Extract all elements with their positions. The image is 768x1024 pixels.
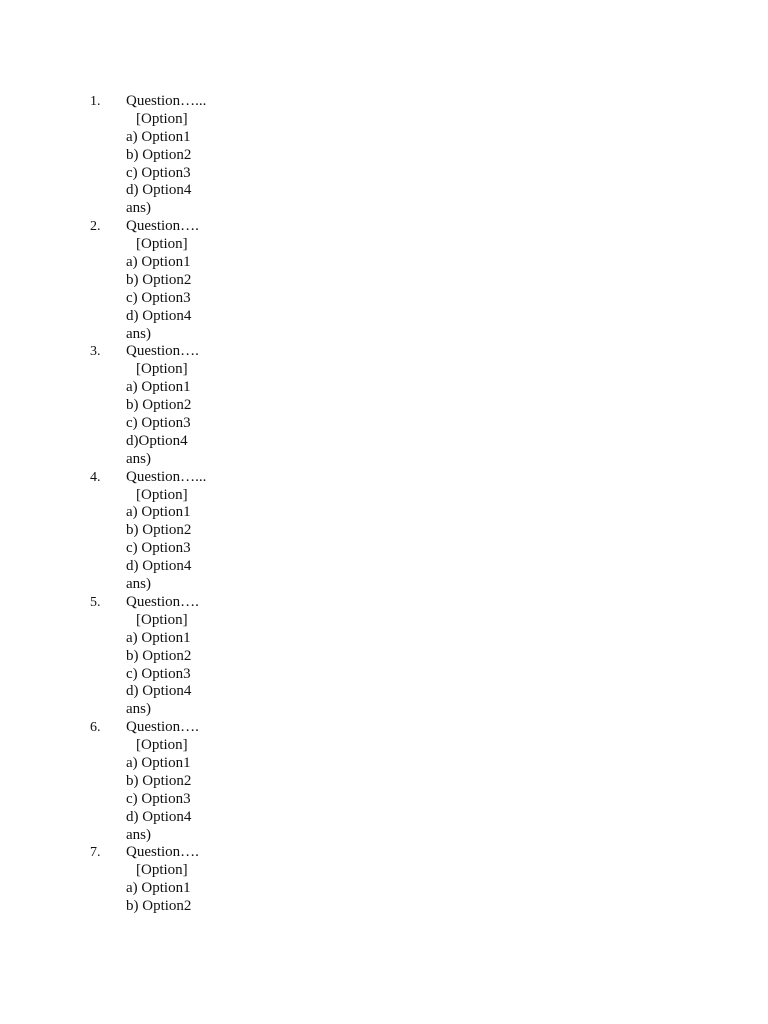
answer-line: ans)	[126, 450, 151, 467]
option-tag: [Option]	[136, 611, 188, 628]
option-line: d) Option4	[126, 182, 192, 199]
option-line: b) Option2	[126, 271, 192, 288]
question-number: 3.	[90, 344, 101, 360]
option-line: c) Option3	[126, 289, 191, 306]
option-line: c) Option3	[126, 415, 191, 432]
question-text: Question….	[126, 719, 199, 736]
option-tag: [Option]	[136, 361, 188, 378]
question-text: Question….	[126, 343, 199, 360]
option-line: b) Option2	[126, 146, 192, 163]
option-line: a) Option1	[126, 254, 191, 271]
option-line: a) Option1	[126, 754, 191, 771]
question-number: 4.	[90, 469, 101, 485]
question-number: 6.	[90, 720, 101, 736]
answer-line: ans)	[126, 701, 151, 718]
question-item	[90, 844, 490, 916]
option-line: d) Option4	[126, 683, 192, 700]
question-text: Question….	[126, 218, 199, 235]
question-number: 7.	[90, 845, 101, 861]
question-item	[90, 594, 490, 719]
option-tag: [Option]	[136, 862, 188, 879]
question-item	[90, 719, 490, 844]
option-line: b) Option2	[126, 397, 192, 414]
option-line: d) Option4	[126, 307, 192, 324]
question-number: 1.	[90, 94, 101, 109]
option-line: c) Option3	[126, 164, 191, 181]
question-text: Question…...	[126, 468, 207, 485]
option-line: b) Option2	[126, 772, 192, 789]
option-line: b) Option2	[126, 898, 192, 915]
option-line: b) Option2	[126, 522, 192, 539]
question-item	[90, 93, 490, 218]
question-number: 2.	[90, 219, 101, 235]
question-text: Question…...	[126, 93, 207, 109]
option-tag: [Option]	[136, 486, 188, 503]
option-line: a) Option1	[126, 379, 191, 396]
question-item	[90, 343, 490, 468]
option-tag: [Option]	[136, 236, 188, 253]
option-line: c) Option3	[126, 540, 191, 557]
option-line: d)Option4	[126, 432, 188, 449]
option-line: a) Option1	[126, 880, 191, 897]
answer-line: ans)	[126, 200, 151, 217]
option-line: a) Option1	[126, 504, 191, 521]
option-line: b) Option2	[126, 647, 192, 664]
option-line: c) Option3	[126, 665, 191, 682]
option-line: a) Option1	[126, 629, 191, 646]
question-text: Question….	[126, 844, 199, 861]
option-line: c) Option3	[126, 790, 191, 807]
option-line: d) Option4	[126, 558, 192, 575]
answer-line: ans)	[126, 576, 151, 593]
question-item	[90, 218, 490, 343]
question-text: Question….	[126, 593, 199, 610]
option-tag: [Option]	[136, 737, 188, 754]
option-tag: [Option]	[136, 110, 188, 127]
answer-line: ans)	[126, 325, 151, 342]
option-line: a) Option1	[126, 128, 191, 145]
question-item	[90, 469, 490, 594]
question-number: 5.	[90, 594, 101, 610]
answer-line: ans)	[126, 826, 151, 843]
option-line: d) Option4	[126, 808, 192, 825]
question-list	[90, 93, 490, 916]
